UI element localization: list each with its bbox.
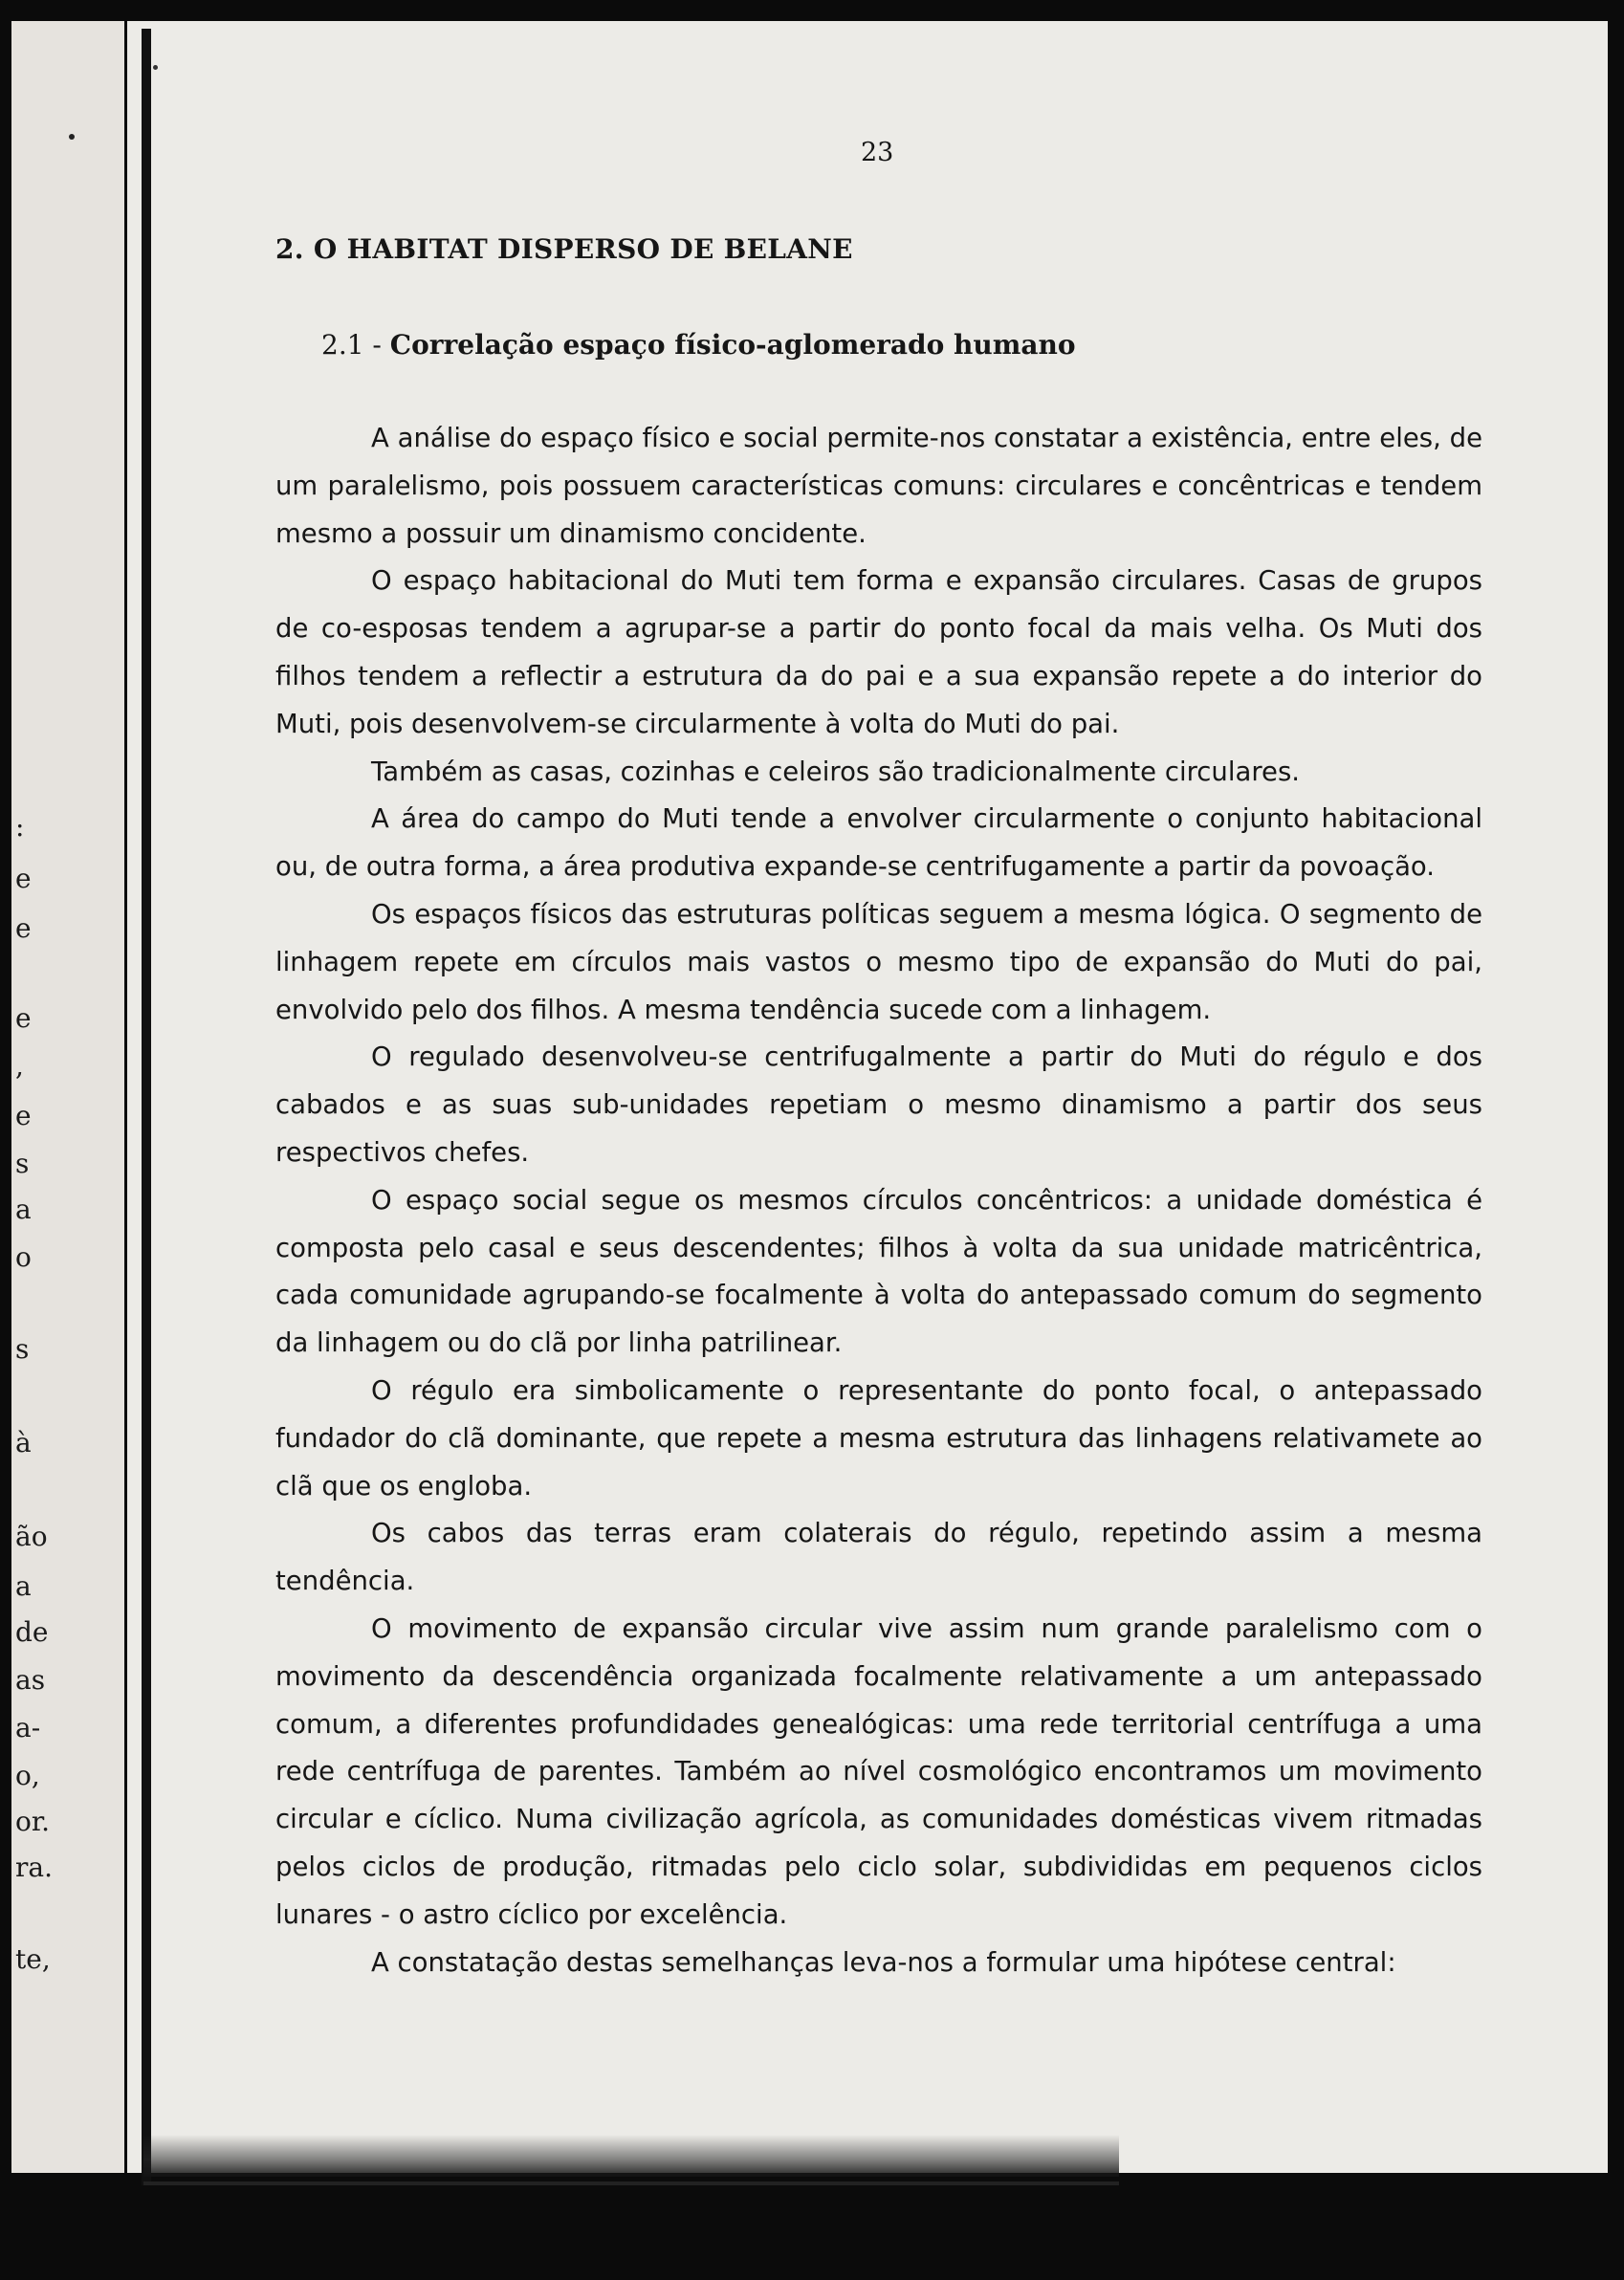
paragraph: Os cabos das terras eram colaterais do régulo, repetindo assim a mesma tendência.: [275, 1518, 1482, 1597]
paragraph: A análise do espaço físico e social permite-nos constatar a existência, entre eles, de um paralelismo, pois possuem características comuns: circulares e concêntricas e tendem mesmo a possuir um dinamismo concidente.: [275, 423, 1482, 549]
book-spine-line: [142, 29, 151, 2185]
paragraph: A constatação destas semelhanças leva-nos a formular uma hipótese central:: [371, 1946, 1396, 1978]
prev-page-fragment: o: [15, 1241, 32, 1273]
paragraph: O espaço social segue os mesmos círculos concêntricos: a unidade doméstica é composta pelo casal e seus descendentes; filhos à volta da sua unidade matricêntrica, cada comunidade agrupando-se focalmente à volta do antepassado comum do segmento da linhagem ou do clã por linha patrilinear.: [275, 1184, 1482, 1359]
prev-page-fragment: a: [15, 1570, 32, 1602]
body-text: [275, 415, 1482, 1986]
prev-page-fragment: or.: [15, 1806, 51, 1837]
prev-page-fragment: ão: [15, 1521, 48, 1552]
prev-page-fragment: à: [15, 1427, 32, 1458]
prev-page-fragment: e: [15, 863, 32, 894]
paragraph: O regulado desenvolveu-se centrifugalmente a partir do Muti do régulo e dos cabados e as suas sub-unidades repetiam o mesmo dinamismo a partir dos seus respectivos chefes.: [275, 1041, 1482, 1168]
page-number: 23: [861, 138, 894, 167]
scan-speck: [69, 134, 75, 140]
prev-page-fragment: e: [15, 912, 32, 944]
paragraph: A área do campo do Muti tende a envolver circularmente o conjunto habitacional ou, de outra forma, a área produtiva expande-se centrifugamente a partir da povoação.: [275, 803, 1482, 883]
page-bottom-shadow: [143, 2135, 1119, 2177]
paragraph: Também as casas, cozinhas e celeiros são tradicionalmente circulares.: [371, 756, 1301, 787]
section-title: 2. O HABITAT DISPERSO DE BELANE: [275, 233, 853, 265]
prev-page-fragment: ra.: [15, 1852, 53, 1883]
prev-page-fragment: te,: [15, 1943, 51, 1975]
subsection-title: Correlação espaço físico-aglomerado humano: [389, 329, 1076, 361]
prev-page-fragment: as: [15, 1664, 46, 1696]
previous-page-edge: [11, 21, 124, 2173]
paragraph: Os espaços físicos das estruturas políticas seguem a mesma lógica. O segmento de linhagem repete em círculos mais vastos o mesmo tipo de expansão do Muti do pai, envolvido pelo dos filhos. A mesma tendência sucede com a linhagem.: [275, 898, 1482, 1025]
prev-page-fragment: a: [15, 1194, 32, 1225]
prev-page-fragment: o,: [15, 1760, 40, 1791]
prev-page-fragment: s: [15, 1148, 30, 1179]
subsection-number: 2.1 -: [321, 329, 390, 361]
page-bottom-edge: [143, 2181, 1119, 2185]
prev-page-fragment: e: [15, 1100, 32, 1131]
scan-speck: [153, 65, 158, 70]
prev-page-fragment: ,: [15, 1050, 24, 1082]
paragraph: O espaço habitacional do Muti tem forma e expansão circulares. Casas de grupos de co-esposas tendem a agrupar-se a partir do ponto focal da mais velha. Os Muti dos filhos tendem a reflectir a estrutura da do pai e a sua expansão repete a do interior do Muti, pois desenvolvem-se circularmente à volta do Muti do pai.: [275, 565, 1482, 739]
prev-page-fragment: s: [15, 1333, 30, 1365]
prev-page-fragment: a-: [15, 1712, 41, 1743]
prev-page-fragment: e: [15, 1002, 32, 1034]
paragraph: O movimento de expansão circular vive assim num grande paralelismo com o movimento da descendência organizada focalmente relativamente a um antepassado comum, a diferentes profundidades genealógicas: uma rede territorial centrífuga a uma rede centrífuga de parentes. Também ao nível cosmológico encontramos um movimento circular e cíclico. Numa civilização agrícola, as comunidades domésticas vivem ritmadas pelos ciclos de produção, ritmadas pelo ciclo solar, subdivididas em pequenos ciclos lunares - o astro cíclico por excelência.: [275, 1612, 1482, 1930]
paragraph: O régulo era simbolicamente o representante do ponto focal, o antepassado fundador do clã dominante, que repete a mesma estrutura das linhagens relativamete ao clã que os engloba.: [275, 1374, 1482, 1502]
subsection-heading: [321, 329, 1076, 361]
prev-page-fragment: :: [15, 811, 25, 843]
prev-page-fragment: de: [15, 1616, 49, 1648]
